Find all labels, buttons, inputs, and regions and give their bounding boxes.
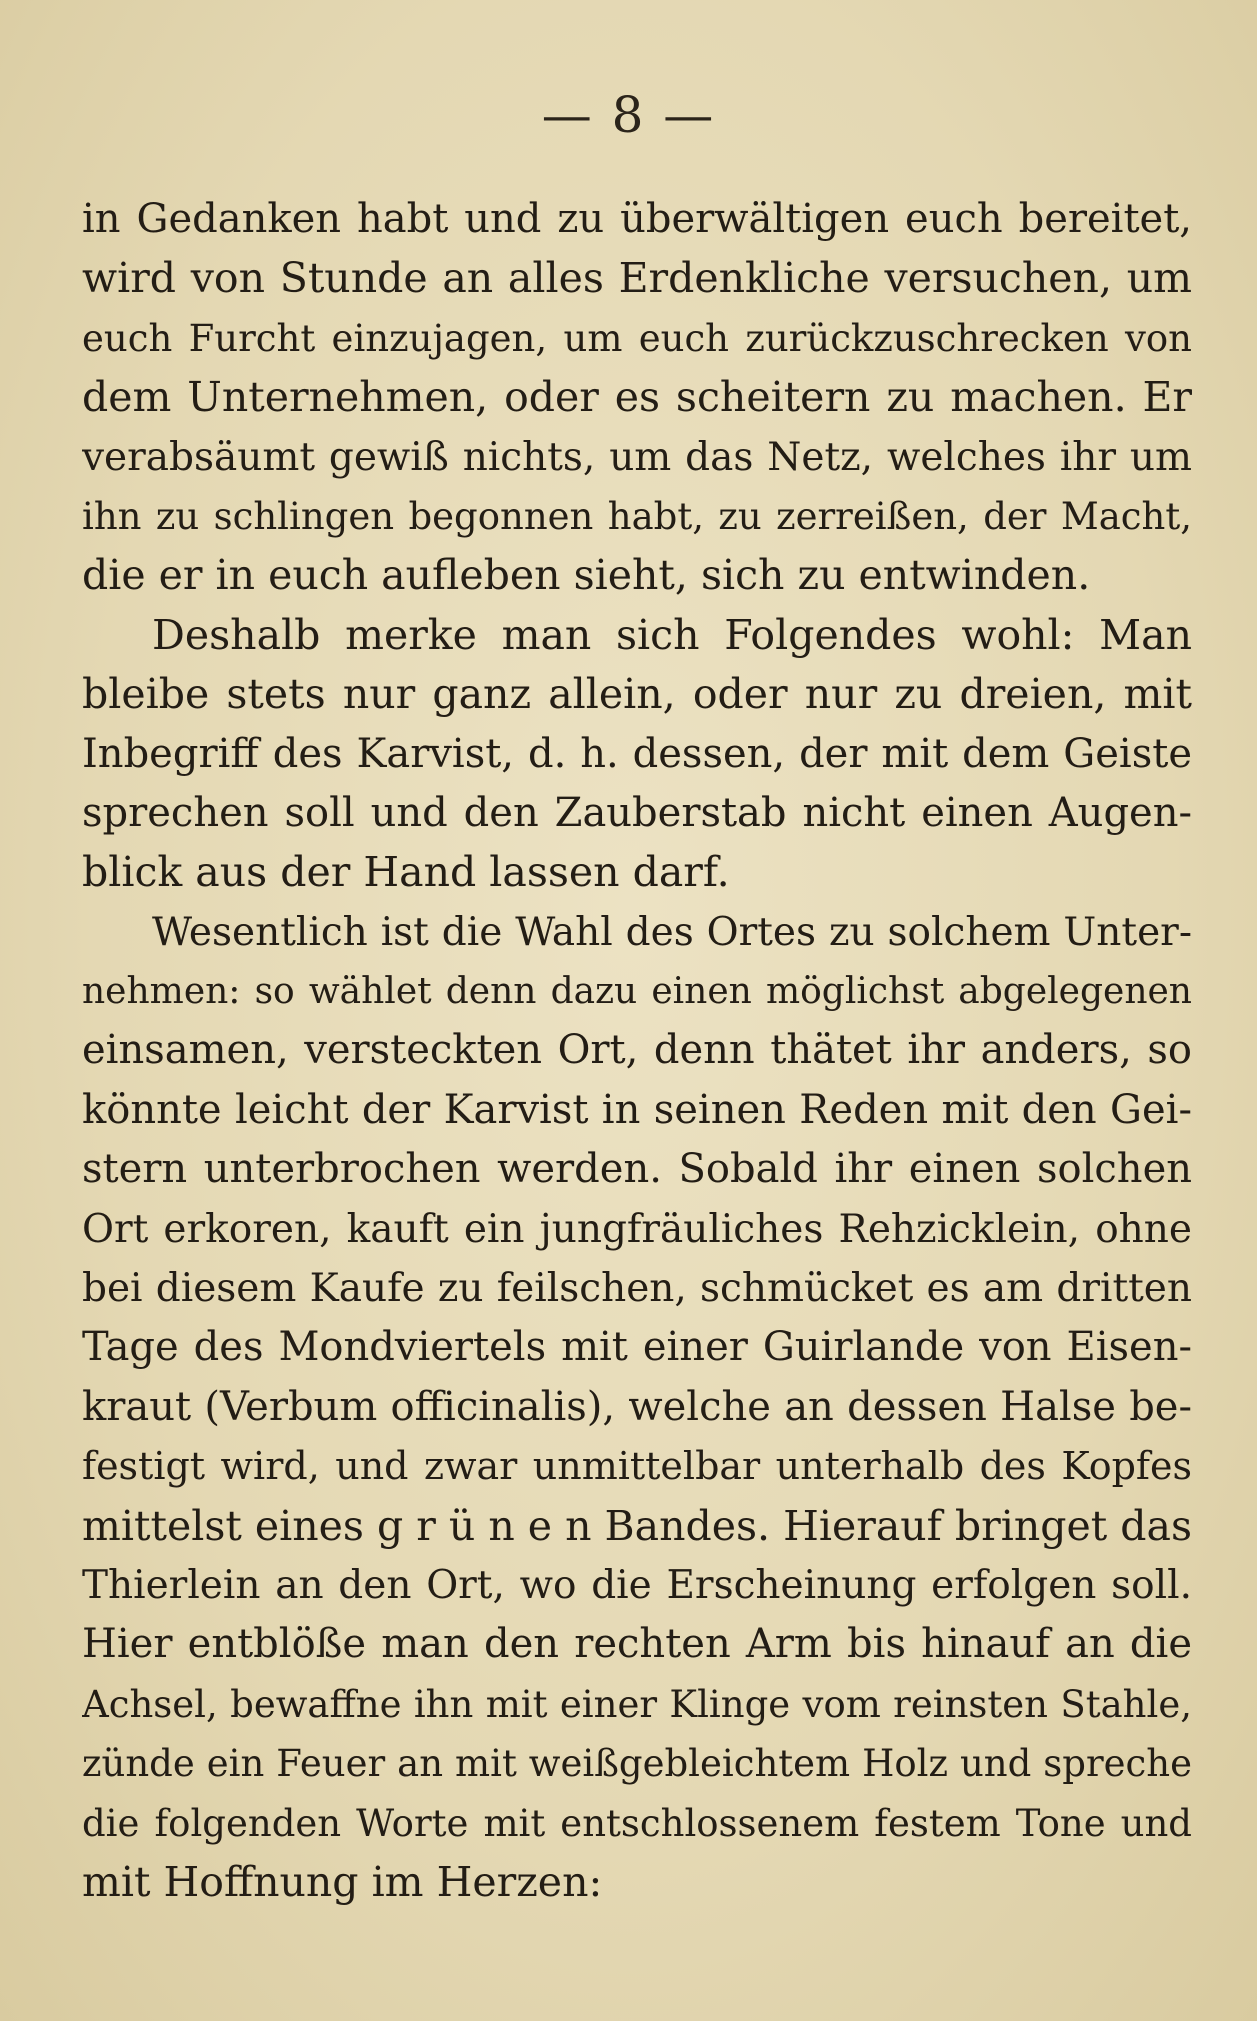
text-line: dem Unternehmen, oder es scheitern zu machen. Er xyxy=(82,373,1192,422)
text-line: Wesentlich ist die Wahl des Ortes zu solchem Unter- xyxy=(152,909,1192,955)
text-line: einsamen, versteckten Ort, denn thätet ihr anders, so xyxy=(82,1027,1192,1074)
text-line: verabsäumt gewiß nichts, um das Netz, welches ihr um xyxy=(82,434,1192,480)
page-number: — 8 — xyxy=(541,86,716,144)
text-line: Thierlein an den Ort, wo die Erscheinung erfolgen soll. xyxy=(82,1562,1192,1608)
text-line: Achsel, bewaffne ihn mit einer Klinge vom reinsten Stahle, xyxy=(82,1682,1192,1726)
text-line: festigt wird, und zwar unmittelbar unterhalb des Kopfes xyxy=(82,1444,1192,1489)
text-line: Deshalb merke man sich Folgendes wohl: Man xyxy=(152,610,1192,659)
text-line: die er in euch aufleben sieht, sich zu entwinden. xyxy=(82,551,1091,600)
text-line: euch Furcht einzujagen, um euch zurückzuschrecken von xyxy=(82,316,1192,360)
text-line: Ort erkoren, kauft ein jungfräuliches Rehzicklein, ohne xyxy=(82,1206,1192,1252)
text-line: mit Hoffnung im Herzen: xyxy=(82,1857,603,1906)
text-line: stern unterbrochen werden. Sobald ihr einen solchen xyxy=(82,1146,1192,1193)
text-line: ihn zu schlingen begonnen habt, zu zerreißen, der Macht, xyxy=(82,494,1192,538)
text-line: Hier entblöße man den rechten Arm bis hinauf an die xyxy=(82,1621,1192,1668)
text-line: zünde ein Feuer an mit weißgebleichtem Holz und spreche xyxy=(82,1742,1192,1786)
text-line: mittelst eines g r ü n e n Bandes. Hierauf bringet das xyxy=(82,1501,1192,1550)
text-line: sprechen soll und den Zauberstab nicht einen Augen- xyxy=(82,789,1192,836)
text-line: bleibe stets nur ganz allein, oder nur zu dreien, mit xyxy=(82,670,1192,719)
text-line: Inbegriff des Karvist, d. h. dessen, der mit dem Geiste xyxy=(82,730,1192,777)
text-line: in Gedanken habt und zu überwältigen euch bereitet, xyxy=(82,196,1192,242)
text-line: Tage des Mondviertels mit einer Guirlande von Eisen- xyxy=(82,1324,1192,1371)
text-line: wird von Stunde an alles Erdenkliche versuchen, um xyxy=(82,254,1192,303)
text-line: bei diesem Kaufe zu feilschen, schmücket es am dritten xyxy=(82,1266,1192,1312)
body-text xyxy=(82,190,1192,1912)
text-line: könnte leicht der Karvist in seinen Reden mit den Gei- xyxy=(82,1086,1192,1133)
text-line: blick aus der Hand lassen darf. xyxy=(82,848,730,897)
text-line: nehmen: so wählet denn dazu einen möglichst abgelegenen xyxy=(82,971,1192,1013)
text-line: kraut (Verbum officinalis), welche an dessen Halse be- xyxy=(82,1383,1192,1430)
text-line: die folgenden Worte mit entschlossenem festem Tone und xyxy=(82,1801,1192,1845)
